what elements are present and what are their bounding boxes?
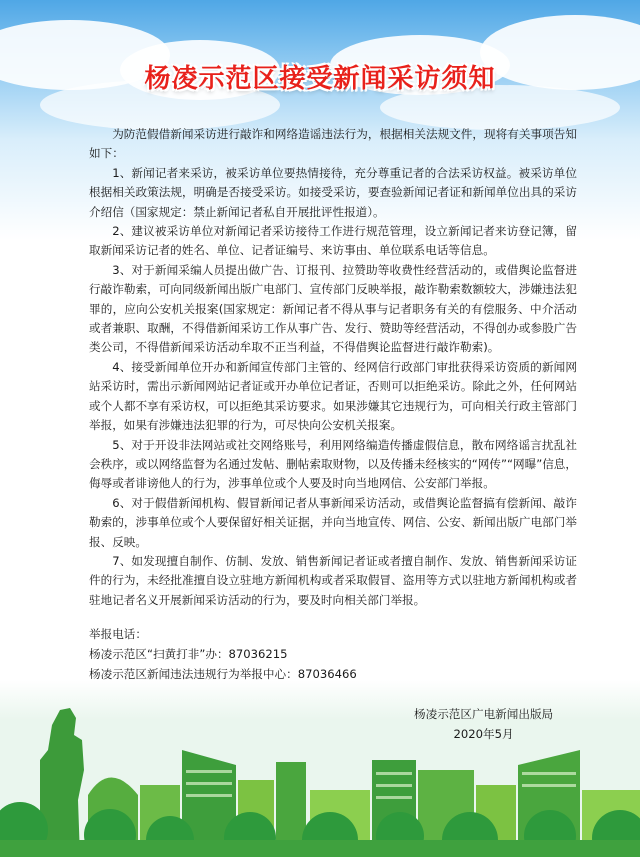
item-2: 2、建议被采访单位对新闻记者采访接待工作进行规范管理，设立新闻记者来访登记簿，留取新闻采访记者的姓名、单位、记者证编号、来访事由、单位联系电话等信息。 [89, 224, 577, 258]
item-5: 5、对于开设非法网站或社交网络账号，利用网络编造传播虚假信息，散布网络谣言扰乱社会秩序，或以网络监督为名通过发帖、删帖索取财物，以及传播未经核实的“网传”“网曝”信息，侮辱或者诽谤他人的行为，涉事单位或个人要及时向当地网信、公安部门举报。 [89, 437, 577, 491]
intro-paragraph: 为防范假借新闻采访进行敲诈和网络造谣违法行为，根据相关法规文件，现将有关事项告知如下： [89, 127, 577, 161]
sign-org: 杨凌示范区广电新闻出版局 [414, 707, 554, 721]
sign-date: 2020年5月 [453, 727, 514, 741]
report-section [89, 624, 357, 684]
report-line-2: 杨凌示范区新闻违法违规行为举报中心：87036466 [89, 667, 357, 681]
item-1: 1、新闻记者来采访，被采访单位要热情接待，充分尊重记者的合法采访权益。被采访单位根据相关政策法规，明确是否接受采访。如接受采访，要查验新闻记者证和新闻单位出具的采访介绍信（国家规定：禁止新闻记者私自开展批评性报道）。 [89, 165, 577, 219]
item-6: 6、对于假借新闻机构、假冒新闻记者从事新闻采访活动，或借舆论监督搞有偿新闻、敲诈勒索的，涉事单位或个人要保留好相关证据，并向当地宣传、网信、公安、新闻出版广电部门举报、反映。 [89, 495, 577, 549]
item-3: 3、对于新闻采编人员提出做广告、订报刊、拉赞助等收费性经营活动的，或借舆论监督进行敲诈勒索，可向同级新闻出版广电部门、宣传部门反映举报，敲诈勒索数额较大，涉嫌违法犯罪的，应向公安机关报案(国家规定：新闻记者不得从事与记者职务有关的有偿服务、中介活动或者兼职、取酬，不得借新闻采访工作从事广告、发行、赞助等经营活动，不得创办或参股广告类公司，不得借新闻采访活动牟取不正当利益，不得借舆论监督进行敲诈勒索)。 [89, 262, 577, 355]
item-4: 4、接受新闻单位开办和新闻宣传部门主管的、经网信行政部门审批获得采访资质的新闻网站采访时，需出示新闻网站记者证或开办单位记者证，否则可以拒绝采访。除此之外，任何网站或个人都不享有采访权，可以拒绝其采访要求。如果涉嫌其它违规行为，可向相关行政主管部门举报，如果有涉嫌违法犯罪的行为，可尽快向公安机关报案。 [89, 359, 577, 433]
report-heading: 举报电话： [89, 627, 147, 641]
ground [0, 840, 640, 857]
report-line-1: 杨凌示范区“扫黄打非”办：87036215 [89, 647, 288, 661]
item-7: 7、如发现擅自制作、仿制、发放、销售新闻记者证或者擅自制作、发放、销售新闻采访证件的行为，未经批准擅自设立驻地方新闻机构或者采取假冒、盗用等方式以驻地方新闻机构或者驻地记者名义开展新闻采访活动的行为，要及时向相关部门举报。 [89, 553, 577, 607]
green-skyline-illustration [0, 690, 640, 857]
notice-body [89, 125, 577, 610]
page-title: 杨凌示范区接受新闻采访须知 [144, 64, 496, 94]
